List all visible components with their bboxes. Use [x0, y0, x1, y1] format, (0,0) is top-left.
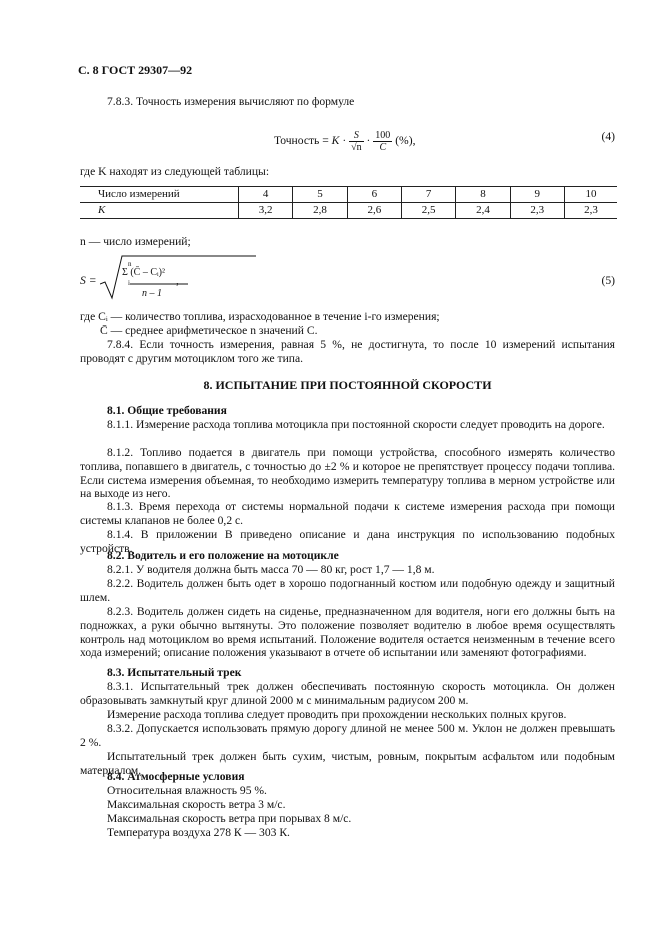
- k-table-cell: 7: [401, 187, 455, 203]
- k-table-cell: 8: [456, 187, 510, 203]
- atm-wind-gusts: Максимальная скорость ветра при порывах 8 м/с.: [107, 812, 352, 825]
- heading-8-3: 8.3. Испытательный трек: [107, 666, 242, 679]
- k-table-cell: 2,8: [293, 203, 347, 219]
- formula-4-frac-s: $\frac{S}{√n}$: [351, 130, 362, 153]
- section-8-title: 8. ИСПЫТАНИЕ ПРИ ПОСТОЯННОЙ СКОРОСТИ: [203, 378, 492, 392]
- clause-8-3-1: 8.3.1. Испытательный трек должен обеспечивать постоянную скорость мотоцикла. Он должен образовывать замкнутый круг длиной 2000 м с минимальным радиусом 200 м.: [80, 680, 615, 707]
- k-table-cell: 2,3: [510, 203, 564, 219]
- heading-8-2: 8.2. Водитель и его положение на мотоцикле: [107, 549, 339, 562]
- formula-5-comma: ,: [176, 274, 179, 287]
- k-table-cell: 6: [347, 187, 401, 203]
- clause-8-1-2: 8.1.2. Топливо подается в двигатель при помощи устройства, способного измерять количество топлива, попавшего в двигатель, с точностью до ±2 % и которое не препятствует процессу подачи топлива. Если система измерения объемная, то необходимо измерить температуру топлива в мерном устройстве или на выходе из него.: [80, 446, 615, 501]
- clause-7-8-4: 7.8.4. Если точность измерения, равная 5 %, не достигнута, то после 10 измерений испытания проводят с другим мотоциклом того же типа.: [80, 338, 615, 365]
- k-table-row-k: [80, 203, 617, 219]
- k-table-header-label: Число измерений: [80, 187, 239, 203]
- formula-5-lhs: S =: [80, 274, 97, 287]
- clause-8-1-1: 8.1.1. Измерение расхода топлива мотоцикла при постоянной скорости следует проводить на дороге.: [107, 418, 605, 431]
- heading-8-1: 8.1. Общие требования: [107, 404, 227, 417]
- atm-temperature: Температура воздуха 278 К — 303 К.: [107, 826, 290, 839]
- where-k-text: где K находят из следующей таблицы:: [80, 165, 270, 178]
- k-table-cell: 9: [510, 187, 564, 203]
- clause-8-3-2-cont: Испытательный трек должен быть сухим, чистым, ровным, покрытым асфальтом или подобным материалом.: [80, 750, 615, 777]
- formula-5-denominator: n – 1: [142, 288, 162, 299]
- formula-4: Точность = K · $\frac{S}{√n}$ · $\frac{100}{C}$ (%), (4): [274, 130, 615, 153]
- k-table-cell: 2,3: [564, 203, 617, 219]
- page-header: С. 8 ГОСТ 29307—92: [78, 63, 193, 77]
- clause-8-2-2: 8.2.2. Водитель должен быть одет в хорошо подогнанный костюм или подобную одежду и защитный шлем.: [80, 577, 615, 604]
- k-table-k-label: K: [80, 203, 239, 219]
- heading-8-4: 8.4. Атмосферные условия: [107, 770, 245, 783]
- formula-4-pct: (%),: [395, 134, 416, 148]
- k-table: [80, 186, 617, 219]
- k-table-cell: 3,2: [239, 203, 293, 219]
- clause-8-3-1-cont: Измерение расхода топлива следует проводить при прохождении нескольких полных кругов.: [107, 708, 567, 721]
- ci-definition: где Cᵢ — количество топлива, израсходованное в течение i-го измерения;: [80, 310, 440, 323]
- formula-5-number: (5): [601, 274, 615, 287]
- formula-4-number: (4): [601, 130, 615, 143]
- formula-5-numerator: Σ (C̄ – Cᵢ)²: [122, 267, 165, 278]
- clause-8-1-4: 8.1.4. В приложении В приведено описание и дана инструкция по использованию подобных устройств.: [80, 528, 615, 555]
- formula-4-frac-100: $\frac{100}{C}$: [375, 130, 391, 153]
- k-table-cell: 2,5: [401, 203, 455, 219]
- k-table-cell: 10: [564, 187, 617, 203]
- atm-humidity: Относительная влажность 95 %.: [107, 784, 267, 797]
- k-table-row-measurements: [80, 187, 617, 203]
- clause-8-3-2: 8.3.2. Допускается использовать прямую дорогу длиной не менее 500 м. Уклон не должен превышать 2 %.: [80, 722, 615, 749]
- clause-8-2-1: 8.2.1. У водителя должна быть масса 70 — 80 кг, рост 1,7 — 1,8 м.: [107, 563, 435, 576]
- clause-8-2-3: 8.2.3. Водитель должен сидеть на сиденье, предназначенном для водителя, ноги его должны быть на подножках, а руки обычно вытянуты. Это положение позволяет водителю в любое время осуществлять контроль над мотоциклом во время испытаний. Положение водителя остается неизменным в течение всего хода измерений; описание положения указывают в отчете об испытании или заменяют фотографиями.: [80, 605, 615, 660]
- n-definition: n — число измерений;: [80, 235, 191, 248]
- formula-4-k: K: [331, 134, 340, 148]
- formula-5-sum-top: n: [128, 260, 132, 268]
- cbar-definition: C̄ — среднее арифметическое n значений C.: [100, 324, 318, 337]
- clause-7-8-3: 7.8.3. Точность измерения вычисляют по формуле: [107, 95, 355, 108]
- k-table-cell: 4: [239, 187, 293, 203]
- formula-5: [80, 254, 615, 304]
- k-table-cell: 5: [293, 187, 347, 203]
- atm-wind: Максимальная скорость ветра 3 м/с.: [107, 798, 286, 811]
- k-table-cell: 2,6: [347, 203, 401, 219]
- formula-4-lhs: Точность =: [274, 134, 332, 148]
- clause-8-1-3: 8.1.3. Время перехода от системы нормальной подачи к системе измерения расхода при помощи системы клапанов не более 0,2 с.: [80, 500, 615, 527]
- k-table-cell: 2,4: [456, 203, 510, 219]
- formula-5-sum-bottom: i: [128, 279, 130, 287]
